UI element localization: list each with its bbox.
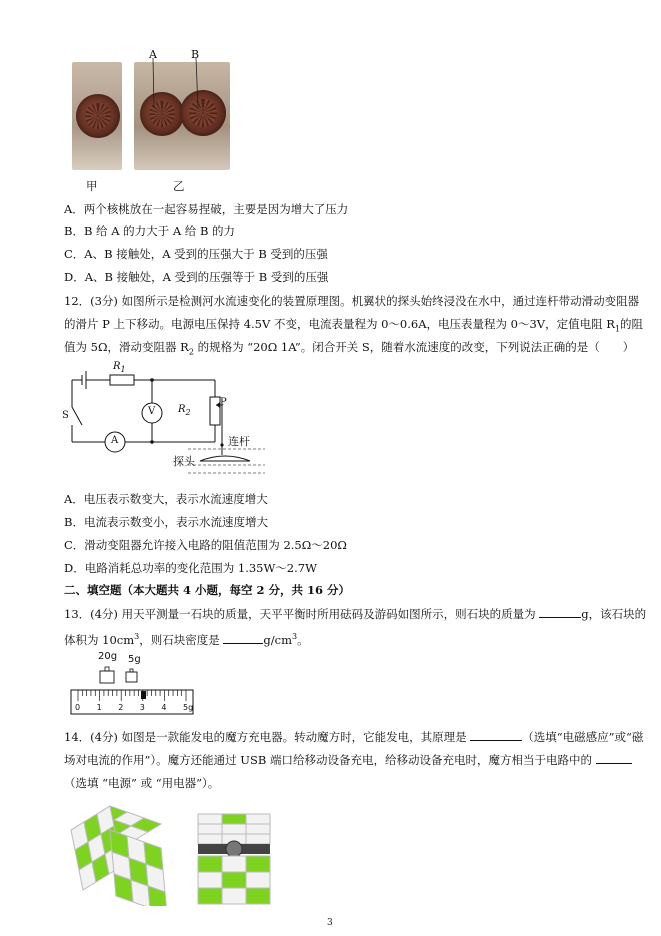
cube-top-tile — [198, 834, 222, 844]
cube-top-tile — [198, 814, 222, 824]
q13-line1-unit: g，该石块的 — [581, 607, 647, 621]
cube-front-tile — [198, 888, 222, 904]
q13-line1-text: 13．(4分) 用天平测量一石块的质量，天平平衡时所用砝码及游码如图所示，则石块的质量为 — [64, 607, 540, 621]
q12-line3-sub: 2 — [188, 347, 194, 357]
q14-line2 — [64, 751, 632, 769]
circuit-diagram — [60, 355, 270, 480]
q12-line2-text: 的滑片 P 上下移动。电源电压保持 4.5V 不变，电流表量程为 0～0.6A，电压表量程为 0～3V，定值电阻 R — [64, 317, 615, 331]
walnut-pointer-lines — [130, 44, 230, 114]
q12-option-a: A．电压表示数变大，表示水流速度增大 — [64, 492, 268, 506]
circuit-r1: $R_1$ — [113, 361, 126, 374]
q14-blank-role — [596, 751, 632, 764]
scale-tick-label: 5g — [183, 703, 194, 712]
cube-generator — [226, 841, 242, 857]
weight-5g-label: 5g — [128, 654, 141, 665]
cube-top-tile — [222, 824, 246, 834]
label-b: B — [191, 48, 200, 61]
q11-option-c: C．A、B 接触处，A 受到的压强大于 B 受到的压强 — [64, 247, 328, 261]
cube-front-tile — [222, 856, 246, 872]
q12-line2-sub: 1 — [614, 324, 621, 334]
page-number: 3 — [327, 918, 333, 928]
circuit-ammeter: A — [111, 435, 119, 446]
q13-line2 — [64, 628, 309, 649]
magic-cube-image-left — [70, 800, 178, 906]
scale-tick-label: 0 — [75, 703, 81, 712]
cube-top-tile — [198, 824, 222, 834]
q11-option-b: B．B 给 A 的力大于 A 给 B 的力 — [64, 224, 236, 238]
walnut-photo-left — [72, 62, 122, 170]
circuit-rod-label: 连杆 — [228, 435, 250, 448]
scale-tick-label: 2 — [118, 703, 124, 712]
q12-option-d: D．电路消耗总功率的变化范围为 1.35W～2.7W — [64, 561, 317, 575]
cube-front-tile — [198, 872, 222, 888]
circuit-probe-label: 探头 — [173, 455, 195, 468]
q12-line2-end: 的阻 — [620, 317, 644, 331]
caption-yi: 乙 — [173, 179, 185, 193]
section-2-heading: 二、填空题（本大题共 4 小题，每空 2 分，共 16 分） — [64, 583, 351, 597]
q12-line3-a: 值为 5Ω，滑动变阻器 R — [64, 340, 189, 354]
scale-tick-label: 1 — [96, 703, 102, 712]
caption-jia: 甲 — [86, 179, 98, 193]
q14-line1-a: 14．(4分) 如图是一款能发电的魔方充电器。转动魔方时，它能发电，其原理是 — [64, 730, 471, 744]
q13-line2-b: ，则石块密度是 — [139, 632, 224, 647]
cube-front-tile — [246, 888, 270, 904]
balance-scale-ruler — [70, 689, 196, 717]
weights-icon — [96, 663, 146, 689]
cube-front-tile — [246, 856, 270, 872]
q13-line2-a: 体积为 10cm — [64, 632, 135, 647]
cube-front-tile — [222, 872, 246, 888]
cube-top-tile — [222, 814, 246, 824]
magic-cube-image-right — [192, 810, 276, 906]
q13-line2-unit-sup: 3 — [291, 632, 298, 641]
cube-top-tile — [246, 824, 270, 834]
scale-tick-label: 3 — [139, 703, 145, 712]
q14-blank-principle — [470, 728, 522, 741]
q12-option-b: B．电流表示数变小，表示水流速度增大 — [64, 515, 268, 529]
q11-option-d: D．A、B 接触处，A 受到的压强等于 B 受到的压强 — [64, 270, 329, 284]
q13-blank-mass — [539, 605, 581, 618]
q13-line2-end: 。 — [297, 632, 309, 647]
cube-front-tile — [222, 888, 246, 904]
cube-front-tile — [246, 872, 270, 888]
circuit-r2: $R_2$ — [178, 404, 191, 417]
q12-line2 — [64, 315, 643, 338]
circuit-s: S — [62, 410, 69, 421]
q14-line3: （选填 “电源” 或 “用电器”）。 — [64, 776, 220, 790]
q13-blank-density — [223, 631, 263, 644]
q13-line2-sup: 3 — [134, 632, 140, 641]
q12-line3-b: 的规格为 “20Ω 1A”。闭合开关 S，随着水流速度的改变，下列说法正确的是（ ） — [193, 340, 635, 354]
q12-option-c: C．滑动变阻器允许接入电路的阻值范围为 2.5Ω～20Ω — [64, 538, 347, 552]
label-a: A — [149, 48, 157, 61]
q11-option-a: A．两个核桃放在一起容易捏破，主要是因为增大了压力 — [64, 202, 349, 216]
cube-top-tile — [246, 814, 270, 824]
q12-line1: 12．(3分) 如图所示是检测河水流速变化的装置原理图。机翼状的探头始终浸没在水中，通过连杆带动滑动变阻器 — [64, 294, 640, 308]
cube-top-tile — [246, 834, 270, 844]
scale-tick-label: 4 — [161, 703, 167, 712]
cube-front-tile — [198, 856, 222, 872]
weight-20g-label: 20g — [98, 651, 118, 662]
circuit-p: P — [220, 397, 227, 408]
q14-line1-b: （选填“电磁感应”或“磁 — [522, 730, 644, 744]
q13-line1 — [64, 605, 646, 623]
walnut-left — [76, 94, 120, 138]
q14-line2-a: 场对电流的作用”）。魔方还能通过 USB 端口给移动设备充电，给移动设备充电时，魔方相当于电路中的 — [64, 753, 596, 767]
circuit-voltmeter: V — [148, 406, 156, 417]
q13-line2-unit: g/cm — [263, 632, 292, 647]
q14-line1 — [64, 728, 643, 746]
